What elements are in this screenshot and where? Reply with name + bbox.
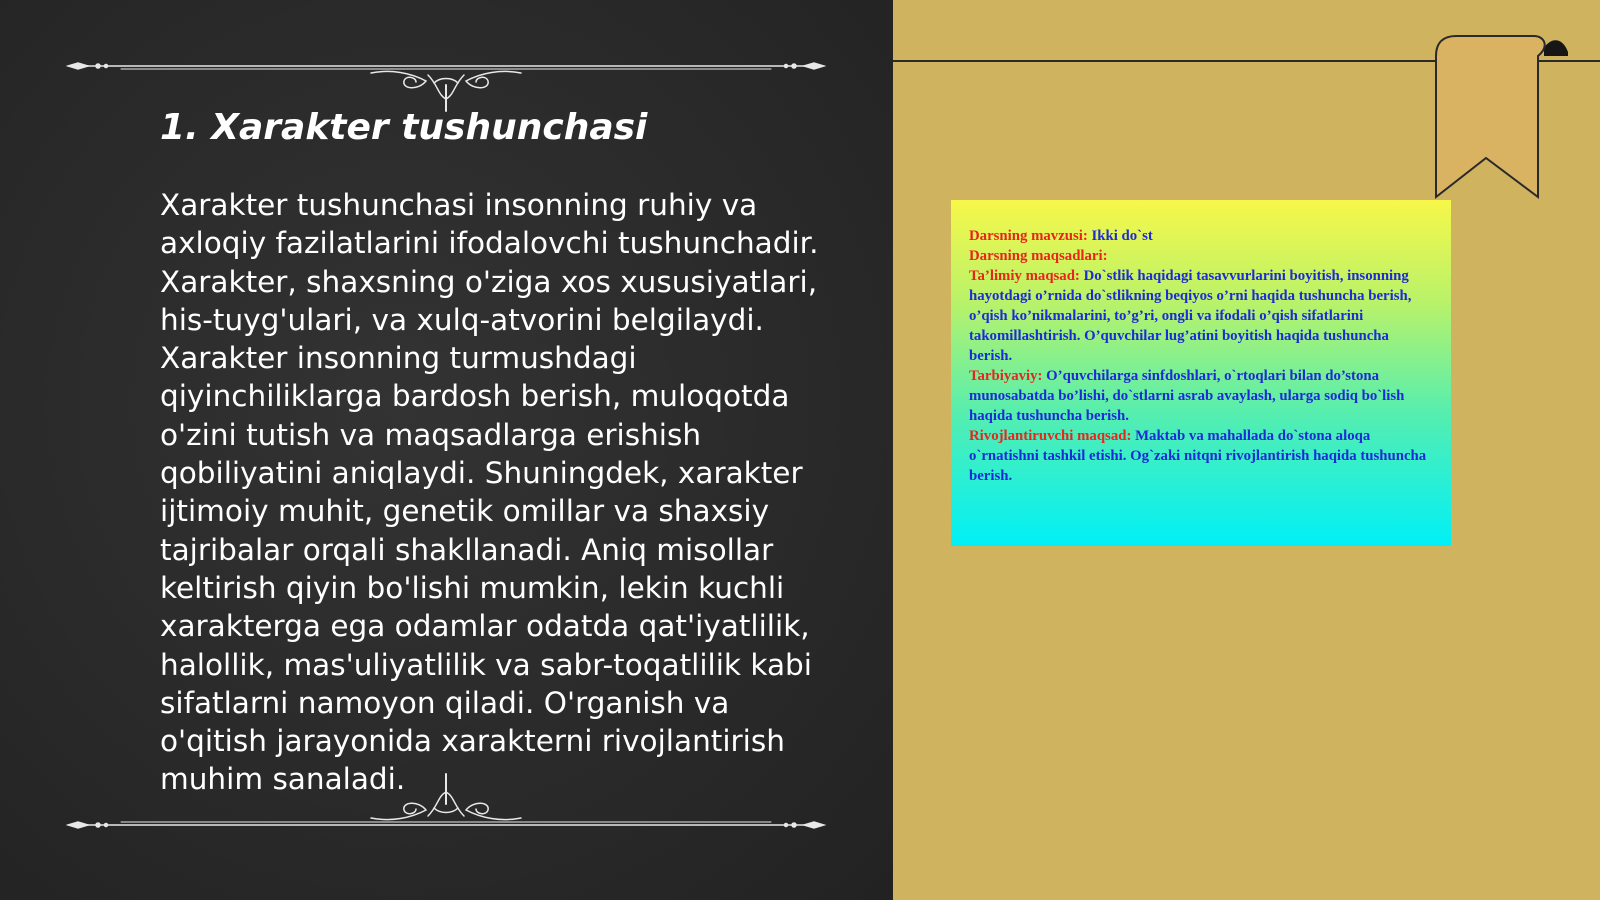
educational-goal [969,266,1435,366]
upbringing-goal [969,366,1435,426]
developmental-goal [969,426,1435,486]
lesson-info-box [951,200,1451,546]
topic-label: Darsning mavzusi: [969,228,1088,244]
upbringing-goal-text: O’quvchilarga sinfdoshlari, o`rtoqlari bilan do’stona munosabatda bo’lishi, do`stlarni asrab avaylash, ularga sodiq bo`lish haqida tushuncha berish. [969,368,1405,424]
developmental-goal-text: Maktab va mahallada do`stona aloqa o`rnatishni tashkil etishi. Og`zaki nitqni rivojlantirish haqida tushuncha berish. [969,428,1427,484]
goals-label: Darsning maqsadlari: [969,248,1108,264]
bookmark-ribbon-icon [1434,34,1570,199]
educational-goal-text: Do`stlik haqidagi tasavvurlarini boyitish, insonning hayotdagi o’rnida do`stlikning beqiyos o’rni haqida tushuncha berish, o’qish ko’nikmalarini, to’g’ri, ongli va ifodali o’qish sifatlarini takomillashtirish. O’quvchilar lug’atini boyitish haqida tushuncha berish. [969,268,1412,364]
topic-value: Ikki do`st [1087,228,1153,244]
lesson-goals-line [969,246,1435,266]
upbringing-goal-label: Tarbiyaviy: [969,368,1043,384]
developmental-goal-label: Rivojlantiruvchi maqsad: [969,428,1132,444]
bottom-ornament-divider [66,770,826,830]
educational-goal-label: Ta’limiy maqsad: [969,268,1080,284]
lesson-topic-line [969,226,1435,246]
slide-body-text: Xarakter tushunchasi insonning ruhiy va axloqiy fazilatlarini ifodalovchi tushunchadir. Xarakter, shaxsning o'ziga xos xususiyatlari, his-tuyg'ulari, va xulq-atvorini belgilaydi. Xarakter insonning turmushdagi qiyinchiliklarga bardosh berish, muloqotda o'zini tutish va maqsadlarga erishish qobiliyatini aniqlaydi. Shuningdek, xarakter ijtimoiy muhit, genetik omillar va shaxsiy tajribalar orqali shakllanadi. Aniq misollar keltirish qiyin bo'lishi mumkin, lekin kuchli xarakterga ega odamlar odatda qat'iyatlilik, halollik, mas'uliyatlilik va sabr-toqatlilik kabi sifatlarni namoyon qiladi. O'rganish va o'qitish jarayonida xarakterni rivojlantirish muhim sanaladi. [160,188,819,797]
slide-title: 1. Xarakter tushunchasi [160,107,648,148]
